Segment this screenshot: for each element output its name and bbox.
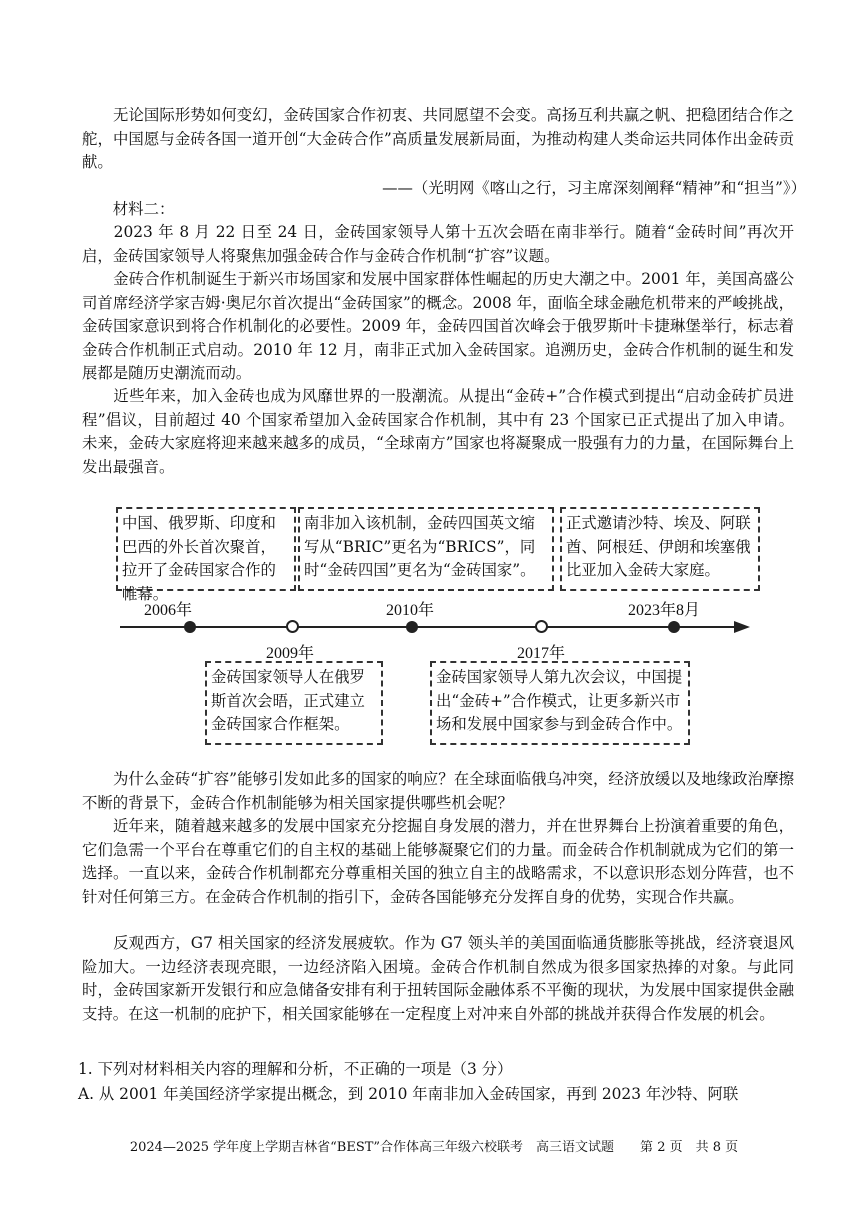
paragraph-question: 为什么金砖“扩容”能够引发如此多的国家的响应？在全球面临俄乌冲突，经济放缓以及地缘政治摩擦不断的背景下，金砖合作机制能够为相关国家提供哪些机会呢？: [82, 770, 794, 812]
event-box-2009: 金砖国家领导人在俄罗斯首次会晤，正式建立金砖国家合作框架。: [205, 661, 383, 745]
event-box-2023: 正式邀请沙特、埃及、阿联酋、阿根廷、伊朗和埃塞俄比亚加入金砖大家庭。: [560, 507, 760, 591]
paragraph-intro: 无论国际形势如何变幻，金砖国家合作初衷、共同愿望不会变。高扬互利共赢之帆、把稳团结合作之舵，中国愿与金砖各国一道开创“大金砖合作”高质量发展新局面，为推动构建人类命运共同体作出金砖贡献。: [82, 106, 794, 171]
timeline-dot-2006: [184, 621, 196, 633]
year-label-2006: 2006年: [144, 602, 193, 619]
paragraph-summit: 2023 年 8 月 22 日至 24 日，金砖国家领导人第十五次会晤在南非举行。随着“金砖时间”再次开启，金砖国家领导人将聚焦加强金砖合作与金砖合作机制“扩容”议题。: [82, 223, 794, 265]
question-stem: 1. 下列对材料相关内容的理解和分析，不正确的一项是（3 分）: [78, 1060, 513, 1078]
paragraph-history: 金砖合作机制诞生于新兴市场国家和发展中国家群体性崛起的历史大潮之中。2001 年，美国高盛公司首席经济学家吉姆·奥尼尔首次提出“金砖国家”的概念。2008 年，面临全球金融危机带来的严峻挑战，金砖国家意识到将合作机制化的必要性。2009 年，金砖四国首次峰会于俄罗斯叶卡捷琳堡举行，标志着金砖合作机制正式启动。2010 年 12 月，南非正式加入金砖国家。追溯历史，金砖合作机制的诞生和发展都是随历史潮流而动。: [82, 270, 794, 382]
event-box-2010: 南非加入该机制，金砖四国英文缩写从“BRIC”更名为“BRICS”，同时“金砖四国”更名为“金砖国家”。: [298, 507, 554, 591]
question-option-a: A. 从 2001 年美国经济学家提出概念，到 2010 年南非加入金砖国家，再到 2023 年沙特、阿联: [78, 1085, 739, 1103]
event-box-2017: 金砖国家领导人第九次会议，中国提出“金砖+”合作模式，让更多新兴市场和发展中国家参与到金砖合作中。: [430, 661, 690, 745]
year-label-2017: 2017年: [517, 645, 566, 662]
timeline-dot-2009: [286, 620, 299, 633]
timeline-axis: [118, 619, 758, 635]
timeline-arrow-icon: [734, 621, 750, 633]
year-label-2023: 2023年8月: [628, 602, 701, 619]
timeline-dot-2023: [668, 621, 680, 633]
year-label-2010: 2010年: [386, 602, 435, 619]
paragraph-trend: 近些年来，加入金砖也成为风靡世界的一股潮流。从提出“金砖+”合作模式到提出“启动金砖扩员进程”倡议，目前超过 40 个国家希望加入金砖国家合作机制，其中有 23 个国家已正式提出了加入申请。未来，金砖大家庭将迎来越来越多的成员，“全球南方”国家也将凝聚成一股强有力的力量，在国际舞台上发出最强音。: [82, 387, 794, 476]
paragraph-developing: 近年来，随着越来越多的发展中国家充分挖掘自身发展的潜力，并在世界舞台上扮演着重要的角色，它们急需一个平台在尊重它们的自主权的基础上能够凝聚它们的力量。而金砖合作机制就成为它们的第一选择。一直以来，金砖合作机制都充分尊重相关国的独立自主的战略需求，不以意识形态划分阵营，也不针对任何第三方。在金砖合作机制的指引下，金砖各国能够充分发挥自身的优势，实现合作共赢。: [82, 817, 794, 906]
timeline-dot-2017: [535, 620, 548, 633]
page-footer: 2024—2025 学年度上学期吉林省“BEST”合作体高三年级六校联考 高三语文试题 第 2 页 共 8 页: [129, 1140, 739, 1155]
year-label-2009: 2009年: [266, 645, 315, 662]
source-citation: ——（光明网《喀山之行，习主席深刻阐释“精神”和“担当”》）: [382, 179, 806, 197]
event-box-2006: 中国、俄罗斯、印度和巴西的外长首次聚首，拉开了金砖国家合作的帷幕。: [116, 507, 296, 591]
material-two-heading: 材料二：: [82, 200, 175, 218]
timeline-dot-2010: [406, 621, 418, 633]
paragraph-west: 反观西方，G7 相关国家的经济发展疲软。作为 G7 领头羊的美国面临通货膨胀等挑战，经济衰退风险加大。一边经济表现亮眼，一边经济陷入困境。金砖合作机制自然成为很多国家热捧的对象。与此同时，金砖国家新开发银行和应急储备安排有利于扭转国际金融体系不平衡的现状，为发展中国家提供金融支持。在这一机制的庇护下，相关国家能够在一定程度上对冲来自外部的挑战并获得合作发展的机会。: [82, 934, 794, 1023]
